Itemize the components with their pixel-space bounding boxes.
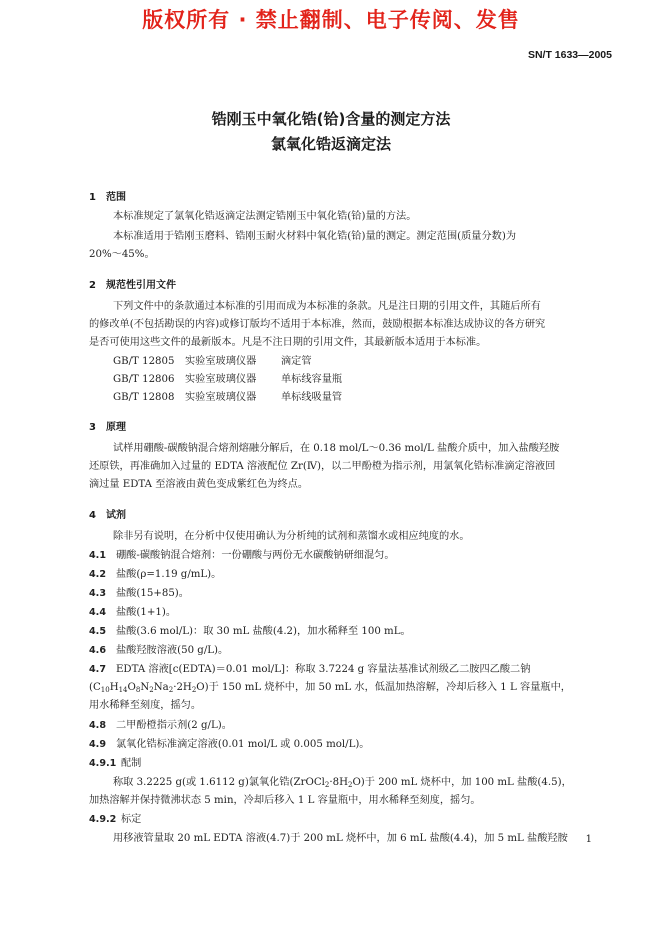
reagent-item: 4.6 盐酸羟胺溶液(50 g/L)。 — [89, 645, 229, 656]
section-2-line-3: 是否可使用这些文件的最新版本。凡是不注日期的引用文件，其最新版本适用于本标准。 — [89, 337, 487, 348]
section-2-heading: 2 规范性引用文件 — [89, 280, 176, 291]
reagent-item: 4.3 盐酸(15+85)。 — [89, 588, 189, 599]
subsection-4-9-1-line-1: 称取 3.2225 g(或 1.6112 g)氯氧化锆$(ZrOCl_2\cdot 8H_2O)$于 200 mL 烧杯中，加 100 mL 盐酸(4.5)， — [113, 777, 572, 789]
standard-code: SN/T 1633—2005 — [527, 49, 612, 61]
section-1-heading: 1 范围 — [89, 192, 126, 203]
reagent-item: 4.5 盐酸(3.6 mol/L)：取 30 mL 盐酸(4.2)，加水稀释至 100 mL。 — [89, 626, 411, 637]
section-3-line-1: 试样用硼酸-碳酸钠混合熔剂熔融分解后，在 0.18 mol/L～0.36 mol/L 盐酸介质中，加入盐酸羟胺 — [113, 443, 560, 454]
section-2-line-1: 下列文件中的条款通过本标准的引用而成为本标准的条款。凡是注日期的引用文件，其随后所有 — [113, 301, 541, 312]
section-1-paragraph-2: 本标准适用于锆刚玉磨料、锆刚玉耐火材料中氧化锆(铪)量的测定。测定范围(质量分数)为 — [113, 231, 517, 242]
section-2-line-2: 的修改单(不包括勘误的内容)或修订版均不适用于本标准，然而，鼓励根据本标准达成协议的各方研究 — [89, 319, 546, 330]
reference-item: GB/T 12805 实验室玻璃仪器 滴定管 — [113, 356, 312, 367]
reagent-item: 4.1 硼酸-碳酸钠混合熔剂：一份硼酸与两份无水碳酸钠研细混匀。 — [89, 550, 395, 561]
subsection-4-9-2: 4.9.2 标定 — [89, 814, 142, 825]
reagent-item: 4.9 氯氧化锆标准滴定溶液(0.01 mol/L 或 0.005 mol/L)。 — [89, 739, 370, 750]
reagent-item: 4.8 二甲酚橙指示剂(2 g/L)。 — [89, 720, 232, 731]
page-number: 1 — [585, 834, 592, 845]
reagent-item-4-7-formula: $(C_{10}H_{14}O_8N_2Na_2\cdot 2H_2O)$于 150 mL 烧杯中，加 50 mL 水，低温加热溶解，冷却后移入 1 L 容量瓶中， — [89, 682, 571, 694]
subsection-4-9-1-line-2: 加热溶解并保持微沸状态 5 min，冷却后移入 1 L 容量瓶中，用水稀释至刻度，摇匀。 — [89, 795, 481, 806]
section-3-heading: 3 原理 — [89, 422, 126, 433]
subsection-4-9-1: 4.9.1 配制 — [89, 758, 142, 769]
section-1-paragraph-1: 本标准规定了氯氧化锆返滴定法测定锆刚玉中氧化锆(铪)量的方法。 — [113, 211, 417, 222]
reagent-item: 4.4 盐酸(1+1)。 — [89, 607, 177, 618]
section-4-heading: 4 试剂 — [89, 510, 126, 521]
section-4-intro: 除非另有说明，在分析中仅使用确认为分析纯的试剂和蒸馏水或相应纯度的水。 — [113, 531, 470, 542]
reagent-item: 4.2 盐酸(ρ=1.19 g/mL)。 — [89, 569, 222, 580]
copyright-watermark: 版权所有 · 禁止翻制、电子传阅、发售 — [142, 8, 520, 32]
reagent-item-4-7-cont: 用水稀释至刻度，摇匀。 — [89, 700, 202, 711]
page-subtitle: 氯氧化锆返滴定法 — [270, 135, 391, 153]
section-1-paragraph-2-cont: 20%～45%。 — [89, 249, 155, 260]
section-3-line-2: 还原铁，再准确加入过量的 EDTA 溶液配位 Zr(Ⅳ)，以二甲酚橙为指示剂，用氯氧化锆标准滴定溶液回 — [89, 461, 556, 472]
section-3-line-3: 滴过量 EDTA 至溶液由黄色变成紫红色为终点。 — [89, 479, 309, 490]
reagent-item: 4.7 EDTA 溶液[c(EDTA)＝0.01 mol/L]：称取 3.7224 g 容量法基准试剂级乙二胺四乙酸二钠 — [89, 664, 531, 675]
reference-item: GB/T 12808 实验室玻璃仪器 单标线吸量管 — [113, 392, 343, 403]
reference-item: GB/T 12806 实验室玻璃仪器 单标线容量瓶 — [113, 374, 343, 385]
subsection-4-9-2-line-1: 用移液管量取 20 mL EDTA 溶液(4.7)于 200 mL 烧杯中，加 6 mL 盐酸(4.4)，加 5 mL 盐酸羟胺 — [113, 833, 568, 844]
page-title: 锆刚玉中氧化锆(铪)含量的测定方法 — [211, 110, 451, 128]
